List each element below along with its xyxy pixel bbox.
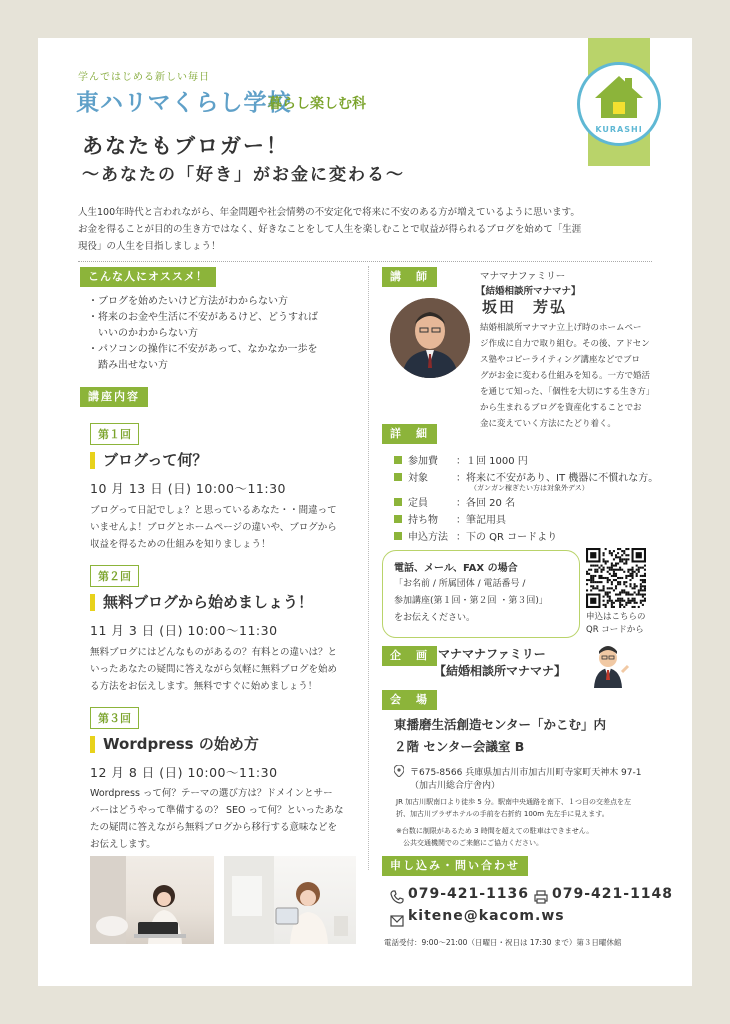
bio-line: ス塾やコピーライティング講座などでブロ bbox=[480, 355, 641, 365]
desc-line: バーはどうやって準備するの？ SEO って何？といったあな bbox=[90, 805, 344, 816]
detail-capacity-value: ：各回 20 名 bbox=[456, 498, 516, 509]
instructor-name: 坂田 芳弘 bbox=[482, 298, 568, 316]
intro-line: 人生100年時代と言われながら、年金問題や社会情勢の不安定化で将来に不安のある方が増えているように思います。 bbox=[78, 207, 580, 218]
venue-parking bbox=[396, 825, 593, 849]
bullet-square bbox=[394, 515, 402, 523]
recommend-list bbox=[88, 294, 318, 374]
venue-name1: 東播磨生活創造センター「かこむ」内 bbox=[394, 717, 607, 732]
instructor-label: 講 師 bbox=[382, 267, 437, 287]
desc-line: いったあなたの疑問に答えながら気軽に無料ブログを始め bbox=[90, 664, 338, 675]
desc-line: Wordpress って何？テーマの選び方は？ドメインとサー bbox=[90, 788, 333, 799]
woman-laptop-photo bbox=[90, 856, 214, 944]
parking-line: 公共交通機関でのご来館にご協力ください。 bbox=[396, 839, 543, 847]
planning-label: 企 画 bbox=[382, 646, 437, 666]
department-name: 暮らし楽しむ科 bbox=[268, 96, 366, 112]
list-item: いいのかわからない方 bbox=[88, 328, 198, 339]
qr-caption-line: QR コードから bbox=[586, 625, 644, 635]
detail-apply-value: ：下の QR コードより bbox=[456, 532, 558, 543]
detail-key: 申込方法 bbox=[408, 532, 448, 543]
intro-text bbox=[78, 204, 678, 255]
location-pin-icon bbox=[394, 765, 404, 780]
lesson-2-desc bbox=[90, 644, 370, 695]
phone-hours: 電話受付：9:00～21:00（日曜日・祝日は 17:30 まで）第３日曜休館 bbox=[384, 938, 622, 947]
desc-line: ブログって日記でしょ？と思っているあなた・・間違って bbox=[90, 505, 337, 516]
main-title: あなたもブロガー！ bbox=[82, 134, 289, 158]
qr-caption bbox=[586, 611, 646, 637]
qr-caption-line: 申込はこちらの bbox=[586, 612, 646, 622]
detail-belongings-value: ：筆記用具 bbox=[456, 515, 506, 526]
detail-key: 対象 bbox=[408, 473, 428, 484]
desc-line: いませんよ！ブログとホームページの違いや、ブログから bbox=[90, 522, 337, 533]
lesson-1-title: ブログって何？ bbox=[90, 452, 207, 469]
tagline: 学んではじめる新しい毎日 bbox=[78, 72, 210, 83]
bullet-square bbox=[394, 473, 402, 481]
list-item: ・将来のお金や生活に不安があるけど、どうすれば bbox=[88, 312, 318, 323]
venue-name2: ２階 センター会議室 B bbox=[394, 739, 525, 754]
bio-line: グがお金に変わる仕組みを知る。一方で婚活 bbox=[480, 371, 651, 381]
detail-target-value: ：将来に不安があり、IT 機器に不慣れな方。 bbox=[456, 473, 659, 484]
contact-box-text bbox=[394, 576, 548, 627]
fax-icon bbox=[534, 889, 548, 908]
venue-access bbox=[396, 796, 631, 820]
details-label: 詳 細 bbox=[382, 424, 437, 444]
list-item: ・パソコンの操作に不安があって、なかなか一歩を bbox=[88, 344, 318, 355]
phone-number[interactable]: 079-421-1136 bbox=[408, 886, 530, 902]
badge-label: KURASHI bbox=[595, 125, 643, 134]
divider bbox=[78, 261, 652, 262]
flyer bbox=[38, 38, 692, 986]
recommend-label: こんな人にオススメ！ bbox=[80, 267, 216, 287]
detail-capacity bbox=[394, 494, 428, 509]
desc-line: 無料ブログにはどんなものがあるの？有料との違いは？と bbox=[90, 647, 338, 658]
lesson-2-date: 11 月 3 日 (日) 10:00～11:30 bbox=[90, 623, 278, 638]
fax-number[interactable]: 079-421-1148 bbox=[552, 886, 674, 902]
venue-address2: （加古川総合庁舎内） bbox=[410, 781, 501, 791]
detail-key: 参加費 bbox=[408, 456, 438, 467]
detail-target-note: （ガンガン稼ぎたい方は対象外デス） bbox=[470, 484, 589, 492]
kurashi-badge bbox=[577, 62, 661, 146]
instructor-photo bbox=[390, 298, 470, 378]
contact-line: 「お名前 / 所属団体 / 電話番号 / bbox=[394, 579, 526, 589]
mascot-illustration bbox=[586, 642, 630, 688]
bio-line: 金に変えていく方法にたどり着く。 bbox=[480, 419, 616, 429]
bullet-square bbox=[394, 498, 402, 506]
bullet-square bbox=[394, 456, 402, 464]
desc-line: 収益を得るための仕組みを知りましょう！ bbox=[90, 539, 271, 550]
desc-line: る方法をお伝えします。無料ですぐに始めましょう！ bbox=[90, 681, 318, 692]
desc-line: たの疑問に答えながら無料ブログから移行する意味などを bbox=[90, 822, 338, 833]
bio-line: ジ作成に自力で取り組む。その後、アドセン bbox=[480, 339, 650, 349]
detail-fee bbox=[394, 452, 438, 467]
contact-line: 参加講座(第１回・第２回 ・第３回)」 bbox=[394, 596, 548, 606]
lesson-3-desc bbox=[90, 785, 370, 853]
email-address[interactable]: kitene@kacom.ws bbox=[408, 908, 565, 924]
instructor-bio bbox=[480, 320, 676, 432]
school-logo: 東ハリマくらし学校 bbox=[76, 90, 292, 116]
planning-line2: 【結婚相談所マナマナ】 bbox=[434, 664, 567, 678]
woman-tablet-photo bbox=[224, 856, 356, 944]
detail-target bbox=[394, 469, 428, 484]
access-line: JR 加古川駅南口より徒歩 5 分。駅南中央通路を南下、１つ目の交差点を左 bbox=[396, 798, 632, 806]
contact-line: をお伝えください。 bbox=[394, 613, 476, 623]
detail-apply bbox=[394, 528, 448, 543]
lesson-1-desc bbox=[90, 502, 370, 553]
contact-box-title: 電話、メール、FAX の場合 bbox=[394, 563, 518, 574]
qr-code[interactable] bbox=[586, 548, 646, 608]
venue-address: 〒675-8566 兵庫県加古川市加古川町寺家町天神木 97-1 bbox=[410, 768, 642, 778]
column-divider bbox=[368, 266, 369, 870]
detail-fee-value: ：１回 1000 円 bbox=[456, 456, 528, 467]
phone-icon bbox=[390, 889, 404, 908]
detail-belongings bbox=[394, 511, 438, 526]
instructor-org: マナマナファミリー bbox=[480, 271, 566, 282]
bullet-square bbox=[394, 532, 402, 540]
mail-icon bbox=[390, 912, 404, 931]
lesson-3-title: Wordpress の始め方 bbox=[90, 736, 259, 753]
detail-key: 定員 bbox=[408, 498, 428, 509]
list-item: ・ブログを始めたいけど方法がわからない方 bbox=[88, 296, 288, 307]
access-line: 折、加古川プラザホテルの手前を右折約 100m 先左手に見えます。 bbox=[396, 810, 609, 818]
bio-line: から生まれるブログを資産化することでお bbox=[480, 403, 642, 413]
instructor-org2: 【結婚相談所マナマナ】 bbox=[476, 286, 581, 297]
qr-code-image[interactable] bbox=[586, 548, 646, 608]
lesson-3-round: 第３回 bbox=[90, 707, 139, 729]
apply-label: 申し込み・問い合わせ bbox=[382, 856, 528, 876]
course-label: 講座内容 bbox=[80, 387, 148, 407]
detail-key: 持ち物 bbox=[408, 515, 438, 526]
intro-line: 現役」の人生を目指しましょう！ bbox=[78, 241, 221, 252]
desc-line: お伝えします。 bbox=[90, 839, 156, 850]
parking-line: ※台数に制限があるため 3 時間を超えての駐車はできません。 bbox=[396, 827, 594, 835]
intro-line: お金を得ることが目的の生き方ではなく、好きなことをして人生を楽しむことで収益が得られるブログを始めて「生涯 bbox=[78, 224, 582, 235]
lesson-1-round: 第１回 bbox=[90, 423, 139, 445]
lesson-3-date: 12 月 8 日 (日) 10:00～11:30 bbox=[90, 765, 278, 780]
lesson-2-title: 無料ブログから始めましょう！ bbox=[90, 594, 313, 611]
venue-label: 会 場 bbox=[382, 690, 437, 710]
sub-title: ～あなたの「好き」がお金に変わる～ bbox=[82, 165, 405, 185]
lesson-1-date: 10 月 13 日 (日) 10:00～11:30 bbox=[90, 481, 286, 496]
bio-line: 結婚相談所マナマナ立上げ時のホームペー bbox=[480, 323, 642, 333]
list-item: 踏み出せない方 bbox=[88, 360, 168, 371]
bio-line: を通じて知った、「個性を大切にする生き方」 bbox=[480, 387, 655, 397]
lesson-2-round: 第２回 bbox=[90, 565, 139, 587]
planning-line1: マナマナファミリー bbox=[438, 647, 546, 661]
